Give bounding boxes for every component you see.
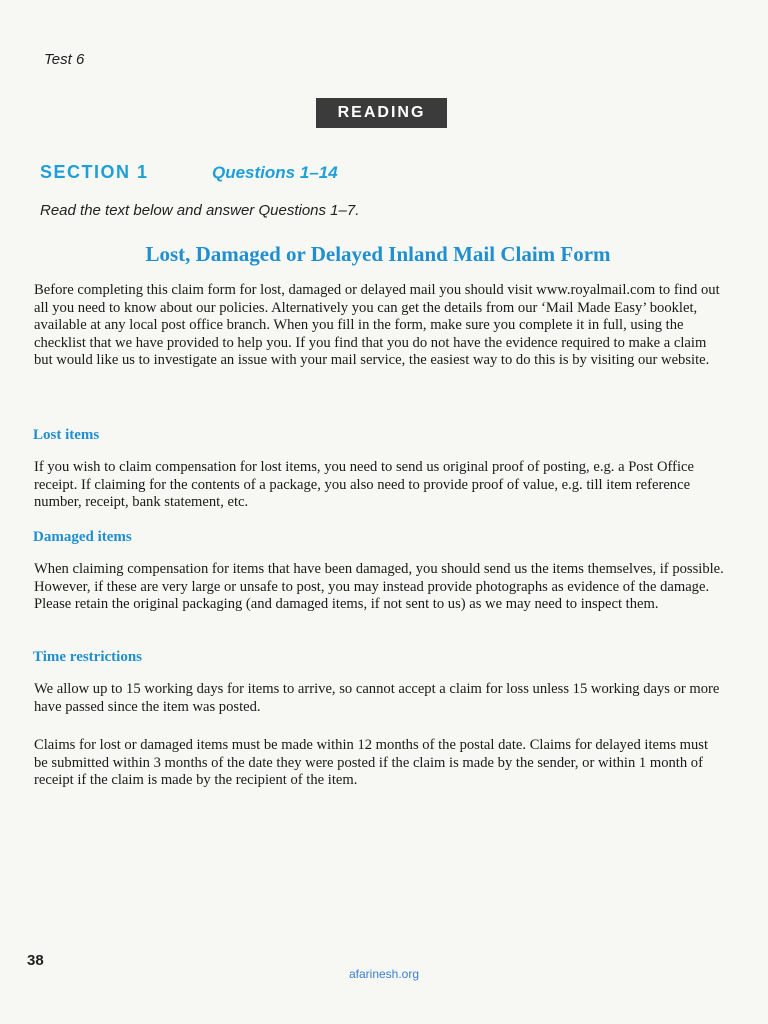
time-restrictions-paragraph-2: Claims for lost or damaged items must be made within 12 months of the postal date. Claims for delayed items must be submitted within 3 months of the date they were posted if the claim is made by the sender, or within 1 month of receipt if the claim is made by the recipient of the item. [34, 737, 709, 788]
document-title: Lost, Damaged or Delayed Inland Mail Claim Form [145, 242, 611, 266]
subheading-time-restrictions: Time restrictions [33, 649, 143, 665]
damaged-items-paragraph: When claiming compensation for items that have been damaged, you should send us the items themselves, if possible. However, if these are very large or unsafe to post, you may instead provide photographs as evidence of the damage. Please retain the original packaging (and damaged items, if not sent to us) as we may need to inspect them. [34, 561, 724, 612]
subheading-lost-items: Lost items [33, 427, 100, 443]
section-questions: Questions 1–14 [212, 163, 338, 182]
instruction-text: Read the text below and answer Questions 1–7. [40, 202, 360, 219]
page-number: 38 [27, 952, 44, 969]
test-label: Test 6 [44, 51, 85, 68]
lost-items-paragraph: If you wish to claim compensation for lost items, you need to send us original proof of posting, e.g. a Post Office receipt. If claiming for the contents of a package, you also need to provide proof of value, e.g. till item reference number, receipt, bank statement, etc. [34, 459, 694, 510]
section-title: SECTION 1 [40, 162, 149, 182]
intro-paragraph: Before completing this claim form for lost, damaged or delayed mail you should visit www.royalmail.com to find out all you need to know about our policies. Alternatively you can get the details from our ‘Mail Made Easy’ booklet, available at any local post office branch. When you fill in the form, make sure you complete it in full, using the checklist that we have provided to help you. If you find that you do not have the evidence required to make a claim but would like us to investigate an issue with your mail service, the easiest way to do this is by visiting our website. [34, 282, 720, 368]
time-restrictions-paragraph-1: We allow up to 15 working days for items to arrive, so cannot accept a claim for loss unless 15 working days or more have passed since the item was posted. [34, 681, 720, 715]
reading-badge: READING [316, 98, 447, 128]
subheading-damaged-items: Damaged items [33, 529, 132, 545]
watermark-text: afarinesh.org [348, 967, 420, 981]
section-header [40, 162, 338, 183]
